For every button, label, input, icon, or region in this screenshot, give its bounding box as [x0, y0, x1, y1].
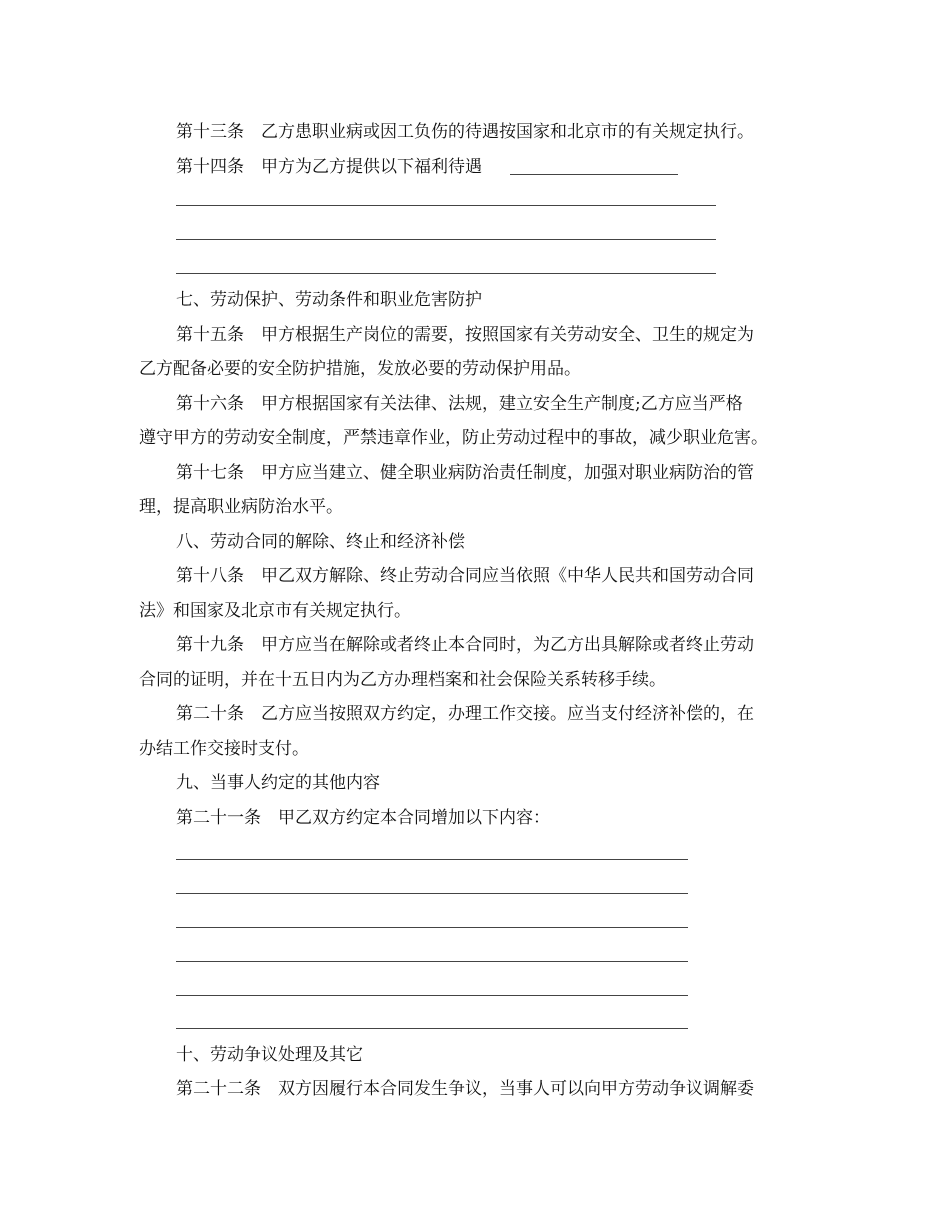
article-19-line2: 合同的证明，并在十五日内为乙方办理档案和社会保险关系转移手续。	[139, 670, 666, 690]
fill-in-line[interactable]	[176, 961, 688, 962]
article-14: 第十四条 甲方为乙方提供以下福利待遇	[176, 157, 482, 177]
section-10-heading: 十、劳动争议处理及其它	[176, 1045, 363, 1065]
article-17-line2: 理，提高职业病防治水平。	[139, 497, 343, 517]
fill-in-line[interactable]	[176, 859, 688, 860]
section-7-heading: 七、劳动保护、劳动条件和职业危害防护	[176, 290, 482, 310]
article-18-line1: 第十八条 甲乙双方解除、终止劳动合同应当依照《中华人民共和国劳动合同	[176, 566, 754, 586]
fill-in-line[interactable]	[176, 273, 716, 274]
article-15-line2: 乙方配备必要的安全防护措施，发放必要的劳动保护用品。	[139, 359, 581, 379]
fill-in-line[interactable]	[176, 1028, 688, 1029]
article-20-line2: 办结工作交接时支付。	[139, 739, 309, 759]
article-16-line2: 遵守甲方的劳动安全制度，严禁违章作业，防止劳动过程中的事故，减少职业危害。	[139, 428, 768, 448]
article-21: 第二十一条 甲乙双方约定本合同增加以下内容：	[176, 808, 550, 828]
article-19-line1: 第十九条 甲方应当在解除或者终止本合同时，为乙方出具解除或者终止劳动	[176, 635, 754, 655]
article-16-line1: 第十六条 甲方根据国家有关法律、法规，建立安全生产制度;乙方应当严格	[176, 394, 743, 414]
section-9-heading: 九、当事人约定的其他内容	[176, 773, 380, 793]
article-17-line1: 第十七条 甲方应当建立、健全职业病防治责任制度，加强对职业病防治的管	[176, 463, 754, 483]
article-22-line1: 第二十二条 双方因履行本合同发生争议，当事人可以向甲方劳动争议调解委	[176, 1079, 754, 1099]
fill-in-blank[interactable]	[510, 174, 678, 175]
article-15-line1: 第十五条 甲方根据生产岗位的需要，按照国家有关劳动安全、卫生的规定为	[176, 325, 754, 345]
article-13: 第十三条 乙方患职业病或因工负伤的待遇按国家和北京市的有关规定执行。	[176, 122, 754, 142]
fill-in-line[interactable]	[176, 205, 716, 206]
fill-in-line[interactable]	[176, 995, 688, 996]
fill-in-line[interactable]	[176, 239, 716, 240]
article-20-line1: 第二十条 乙方应当按照双方约定，办理工作交接。应当支付经济补偿的，在	[176, 704, 754, 724]
section-8-heading: 八、劳动合同的解除、终止和经济补偿	[176, 532, 465, 552]
fill-in-line[interactable]	[176, 893, 688, 894]
fill-in-line[interactable]	[176, 927, 688, 928]
article-18-line2: 法》和国家及北京市有关规定执行。	[139, 601, 411, 621]
